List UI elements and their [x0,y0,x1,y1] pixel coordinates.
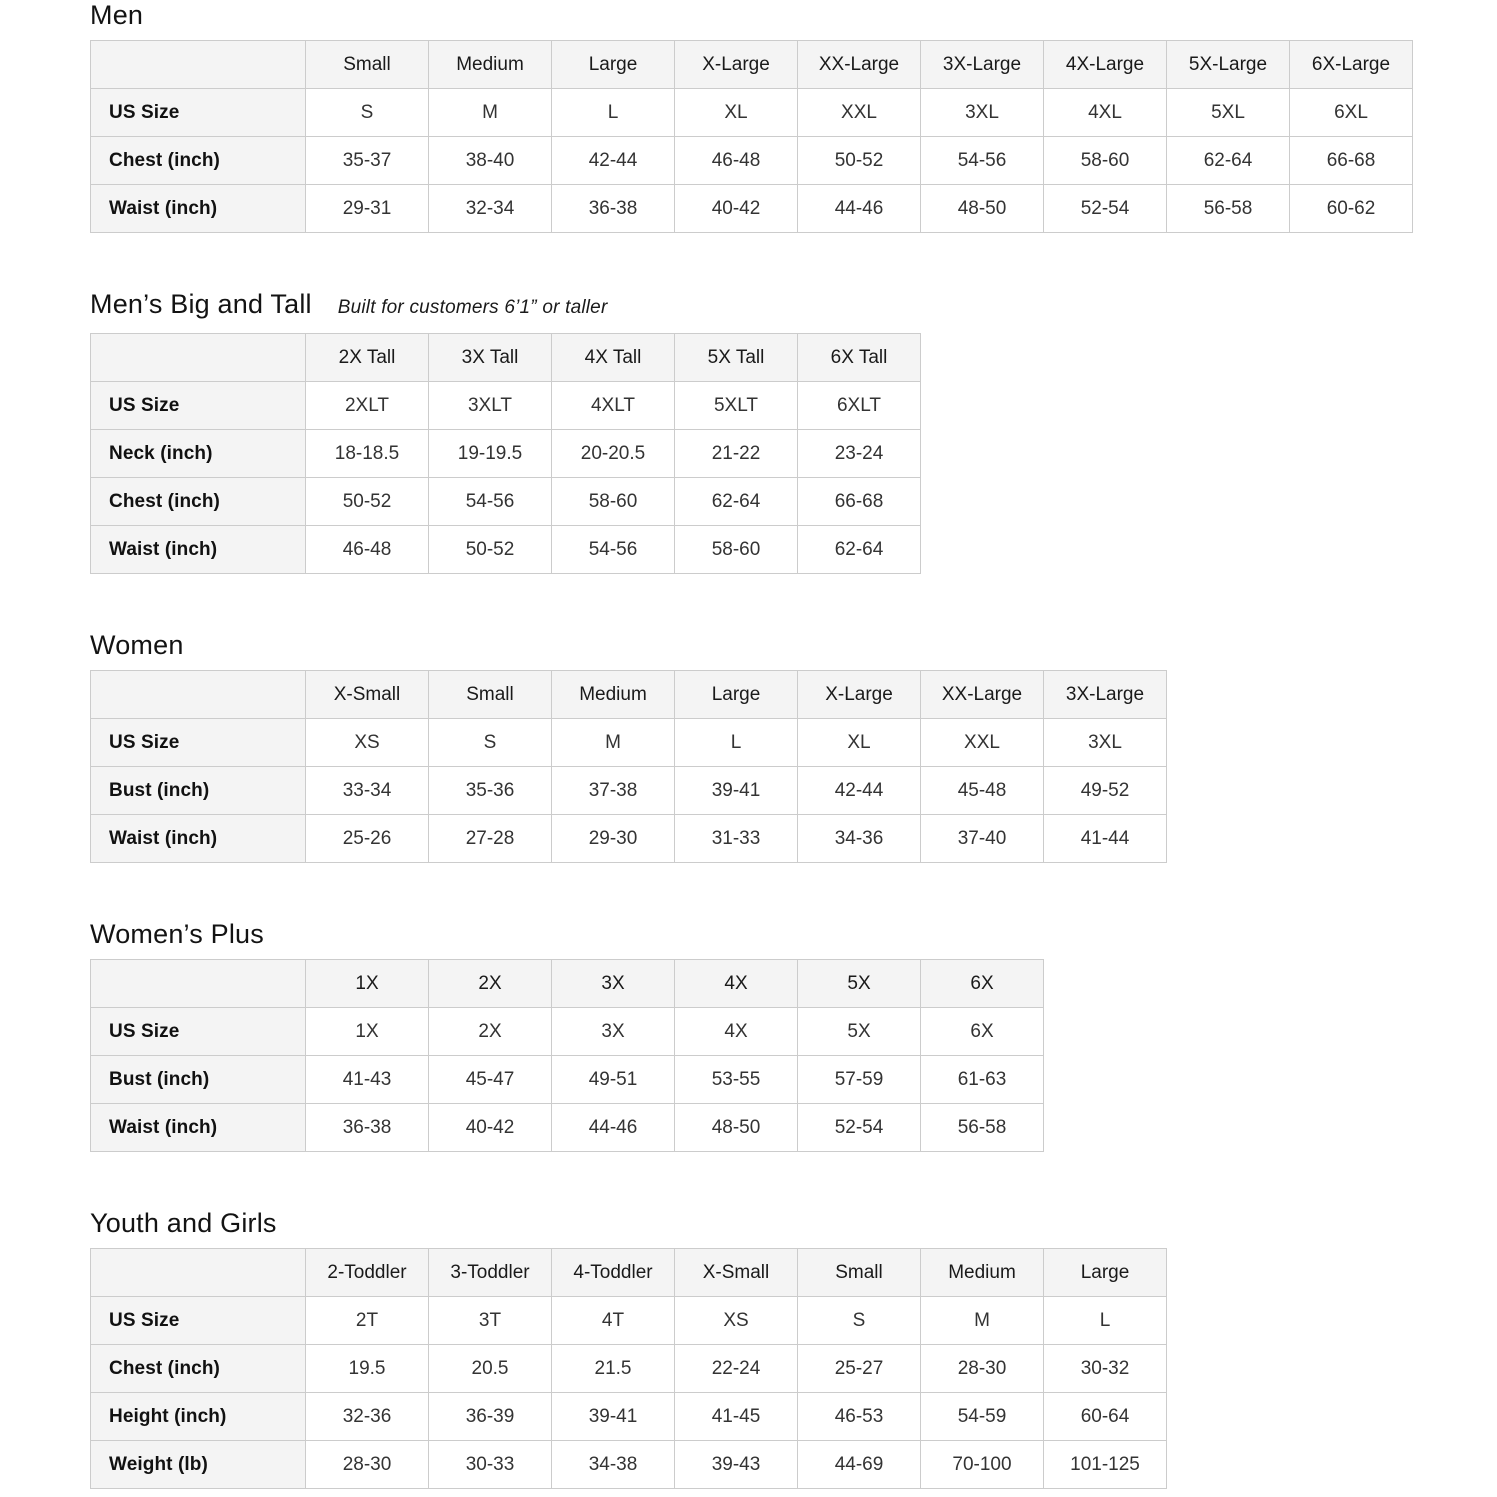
section-subtitle-text: Built for customers 6’1” or taller [337,297,608,318]
row-label-cell: Weight (lb) [91,1441,306,1489]
value-cell: 37-38 [552,767,675,815]
value-cell: 4XL [1044,89,1167,137]
value-cell: 40-42 [429,1104,552,1152]
value-cell: 41-45 [675,1393,798,1441]
row-label-cell: US Size [91,1297,306,1345]
table-row [91,815,1167,863]
value-cell: 30-32 [1044,1345,1167,1393]
value-cell: L [552,89,675,137]
column-header-cell: 3X-Large [921,41,1044,89]
value-cell: 46-48 [675,137,798,185]
column-header-cell: XX-Large [798,41,921,89]
value-cell: S [306,89,429,137]
column-header-cell: Medium [921,1249,1044,1297]
value-cell: XXL [921,719,1044,767]
column-header-cell: X-Small [306,671,429,719]
value-cell: 6XL [1290,89,1413,137]
value-cell: 29-30 [552,815,675,863]
section-title-text: Youth and Girls [90,1208,277,1238]
value-cell: 48-50 [921,185,1044,233]
section-title-mens-big-and-tall [90,289,1497,323]
value-cell: 33-34 [306,767,429,815]
value-cell: 58-60 [1044,137,1167,185]
row-label-cell: US Size [91,89,306,137]
row-label-cell: Bust (inch) [91,1056,306,1104]
value-cell: 28-30 [921,1345,1044,1393]
column-header-cell: 4X Tall [552,334,675,382]
value-cell: M [552,719,675,767]
table-row [91,1104,1044,1152]
value-cell: 25-27 [798,1345,921,1393]
table-row [91,1345,1167,1393]
section-title-text: Men [90,0,144,30]
value-cell: 44-46 [552,1104,675,1152]
value-cell: 18-18.5 [306,430,429,478]
column-header-cell: 3-Toddler [429,1249,552,1297]
row-label-cell: US Size [91,382,306,430]
value-cell: 58-60 [552,478,675,526]
column-header-cell: 3X [552,960,675,1008]
column-header-cell: 2X [429,960,552,1008]
value-cell: 3X [552,1008,675,1056]
value-cell: 46-53 [798,1393,921,1441]
value-cell: 46-48 [306,526,429,574]
column-header-cell: 2-Toddler [306,1249,429,1297]
corner-cell [91,1249,306,1297]
value-cell: 50-52 [306,478,429,526]
value-cell: S [429,719,552,767]
value-cell: 44-69 [798,1441,921,1489]
value-cell: 27-28 [429,815,552,863]
row-label-cell: Waist (inch) [91,815,306,863]
value-cell: 36-38 [306,1104,429,1152]
column-header-cell: 5X Tall [675,334,798,382]
value-cell: 49-51 [552,1056,675,1104]
value-cell: 39-43 [675,1441,798,1489]
column-header-cell: 6X [921,960,1044,1008]
column-header-cell: 5X-Large [1167,41,1290,89]
size-table-mens-big-and-tall [90,333,921,574]
value-cell: 2X [429,1008,552,1056]
value-cell: 62-64 [675,478,798,526]
value-cell: M [921,1297,1044,1345]
table-row [91,767,1167,815]
value-cell: 50-52 [798,137,921,185]
table-row [91,1008,1044,1056]
section-title-men [90,0,1497,30]
value-cell: 6X [921,1008,1044,1056]
value-cell: 5XL [1167,89,1290,137]
value-cell: 60-62 [1290,185,1413,233]
row-label-cell: US Size [91,719,306,767]
value-cell: 62-64 [798,526,921,574]
column-header-cell: Medium [552,671,675,719]
value-cell: 54-56 [429,478,552,526]
value-cell: XXL [798,89,921,137]
value-cell: 66-68 [1290,137,1413,185]
header-row [91,334,921,382]
table-row [91,430,921,478]
header-row [91,1249,1167,1297]
value-cell: 34-38 [552,1441,675,1489]
row-label-cell: Chest (inch) [91,478,306,526]
section-mens-big-and-tall [90,289,1497,574]
value-cell: 40-42 [675,185,798,233]
column-header-cell: XX-Large [921,671,1044,719]
column-header-cell: X-Small [675,1249,798,1297]
value-cell: 3XL [1044,719,1167,767]
table-row [91,185,1413,233]
table-row [91,1297,1167,1345]
value-cell: 22-24 [675,1345,798,1393]
section-women [90,630,1497,863]
value-cell: 38-40 [429,137,552,185]
value-cell: 3T [429,1297,552,1345]
column-header-cell: 2X Tall [306,334,429,382]
value-cell: 52-54 [798,1104,921,1152]
value-cell: 19.5 [306,1345,429,1393]
value-cell: 57-59 [798,1056,921,1104]
value-cell: 36-38 [552,185,675,233]
header-row [91,960,1044,1008]
row-label-cell: Bust (inch) [91,767,306,815]
value-cell: 21.5 [552,1345,675,1393]
value-cell: 4T [552,1297,675,1345]
value-cell: 53-55 [675,1056,798,1104]
section-title-youth-and-girls [90,1208,1497,1238]
column-header-cell: Large [552,41,675,89]
value-cell: 37-40 [921,815,1044,863]
value-cell: XL [798,719,921,767]
value-cell: 39-41 [552,1393,675,1441]
corner-cell [91,960,306,1008]
table-row [91,719,1167,767]
table-row [91,526,921,574]
value-cell: 4XLT [552,382,675,430]
value-cell: 101-125 [1044,1441,1167,1489]
value-cell: 2T [306,1297,429,1345]
value-cell: 3XLT [429,382,552,430]
section-title-text: Men’s Big and Tall [90,289,312,319]
value-cell: XS [306,719,429,767]
value-cell: S [798,1297,921,1345]
size-table-men [90,40,1413,233]
column-header-cell: Large [1044,1249,1167,1297]
value-cell: 31-33 [675,815,798,863]
value-cell: 35-36 [429,767,552,815]
value-cell: 25-26 [306,815,429,863]
column-header-cell: X-Large [675,41,798,89]
section-title-womens-plus [90,919,1497,949]
value-cell: 34-36 [798,815,921,863]
value-cell: 48-50 [675,1104,798,1152]
row-label-cell: Waist (inch) [91,185,306,233]
table-row [91,89,1413,137]
value-cell: 21-22 [675,430,798,478]
value-cell: 60-64 [1044,1393,1167,1441]
value-cell: 54-59 [921,1393,1044,1441]
column-header-cell: 1X [306,960,429,1008]
value-cell: 52-54 [1044,185,1167,233]
column-header-cell: Small [306,41,429,89]
value-cell: 23-24 [798,430,921,478]
column-header-cell: Medium [429,41,552,89]
value-cell: 56-58 [1167,185,1290,233]
column-header-cell: 4X-Large [1044,41,1167,89]
column-header-cell: 6X-Large [1290,41,1413,89]
section-title-text: Women’s Plus [90,919,264,949]
column-header-cell: 4X [675,960,798,1008]
column-header-cell: X-Large [798,671,921,719]
corner-cell [91,671,306,719]
column-header-cell: Small [429,671,552,719]
corner-cell [91,41,306,89]
value-cell: 36-39 [429,1393,552,1441]
size-chart-sections [90,0,1497,1489]
value-cell: 66-68 [798,478,921,526]
table-row [91,382,921,430]
size-table-youth-and-girls [90,1248,1167,1489]
row-label-cell: Waist (inch) [91,1104,306,1152]
value-cell: 41-43 [306,1056,429,1104]
value-cell: 42-44 [552,137,675,185]
value-cell: 32-36 [306,1393,429,1441]
value-cell: 5XLT [675,382,798,430]
value-cell: 45-47 [429,1056,552,1104]
value-cell: 1X [306,1008,429,1056]
column-header-cell: 5X [798,960,921,1008]
row-label-cell: Chest (inch) [91,1345,306,1393]
value-cell: 41-44 [1044,815,1167,863]
column-header-cell: 3X-Large [1044,671,1167,719]
column-header-cell: 4-Toddler [552,1249,675,1297]
table-row [91,1393,1167,1441]
section-youth-and-girls [90,1208,1497,1489]
value-cell: 3XL [921,89,1044,137]
row-label-cell: Waist (inch) [91,526,306,574]
value-cell: 56-58 [921,1104,1044,1152]
value-cell: 44-46 [798,185,921,233]
value-cell: 2XLT [306,382,429,430]
column-header-cell: 6X Tall [798,334,921,382]
value-cell: 20.5 [429,1345,552,1393]
value-cell: 20-20.5 [552,430,675,478]
value-cell: M [429,89,552,137]
value-cell: L [1044,1297,1167,1345]
value-cell: 6XLT [798,382,921,430]
value-cell: 54-56 [921,137,1044,185]
value-cell: 54-56 [552,526,675,574]
value-cell: 49-52 [1044,767,1167,815]
table-row [91,478,921,526]
value-cell: L [675,719,798,767]
value-cell: 32-34 [429,185,552,233]
table-row [91,137,1413,185]
value-cell: 58-60 [675,526,798,574]
row-label-cell: Chest (inch) [91,137,306,185]
column-header-cell: Large [675,671,798,719]
size-table-womens-plus [90,959,1044,1152]
value-cell: 70-100 [921,1441,1044,1489]
value-cell: 30-33 [429,1441,552,1489]
value-cell: 50-52 [429,526,552,574]
value-cell: 39-41 [675,767,798,815]
value-cell: 29-31 [306,185,429,233]
table-row [91,1056,1044,1104]
value-cell: XL [675,89,798,137]
value-cell: 5X [798,1008,921,1056]
value-cell: 4X [675,1008,798,1056]
size-table-women [90,670,1167,863]
value-cell: 28-30 [306,1441,429,1489]
header-row [91,41,1413,89]
value-cell: 19-19.5 [429,430,552,478]
row-label-cell: Neck (inch) [91,430,306,478]
row-label-cell: Height (inch) [91,1393,306,1441]
header-row [91,671,1167,719]
column-header-cell: Small [798,1249,921,1297]
section-womens-plus [90,919,1497,1152]
value-cell: 62-64 [1167,137,1290,185]
value-cell: 35-37 [306,137,429,185]
table-row [91,1441,1167,1489]
section-title-women [90,630,1497,660]
corner-cell [91,334,306,382]
value-cell: 42-44 [798,767,921,815]
row-label-cell: US Size [91,1008,306,1056]
value-cell: 61-63 [921,1056,1044,1104]
value-cell: XS [675,1297,798,1345]
value-cell: 45-48 [921,767,1044,815]
column-header-cell: 3X Tall [429,334,552,382]
section-men [90,0,1497,233]
section-title-text: Women [90,630,184,660]
